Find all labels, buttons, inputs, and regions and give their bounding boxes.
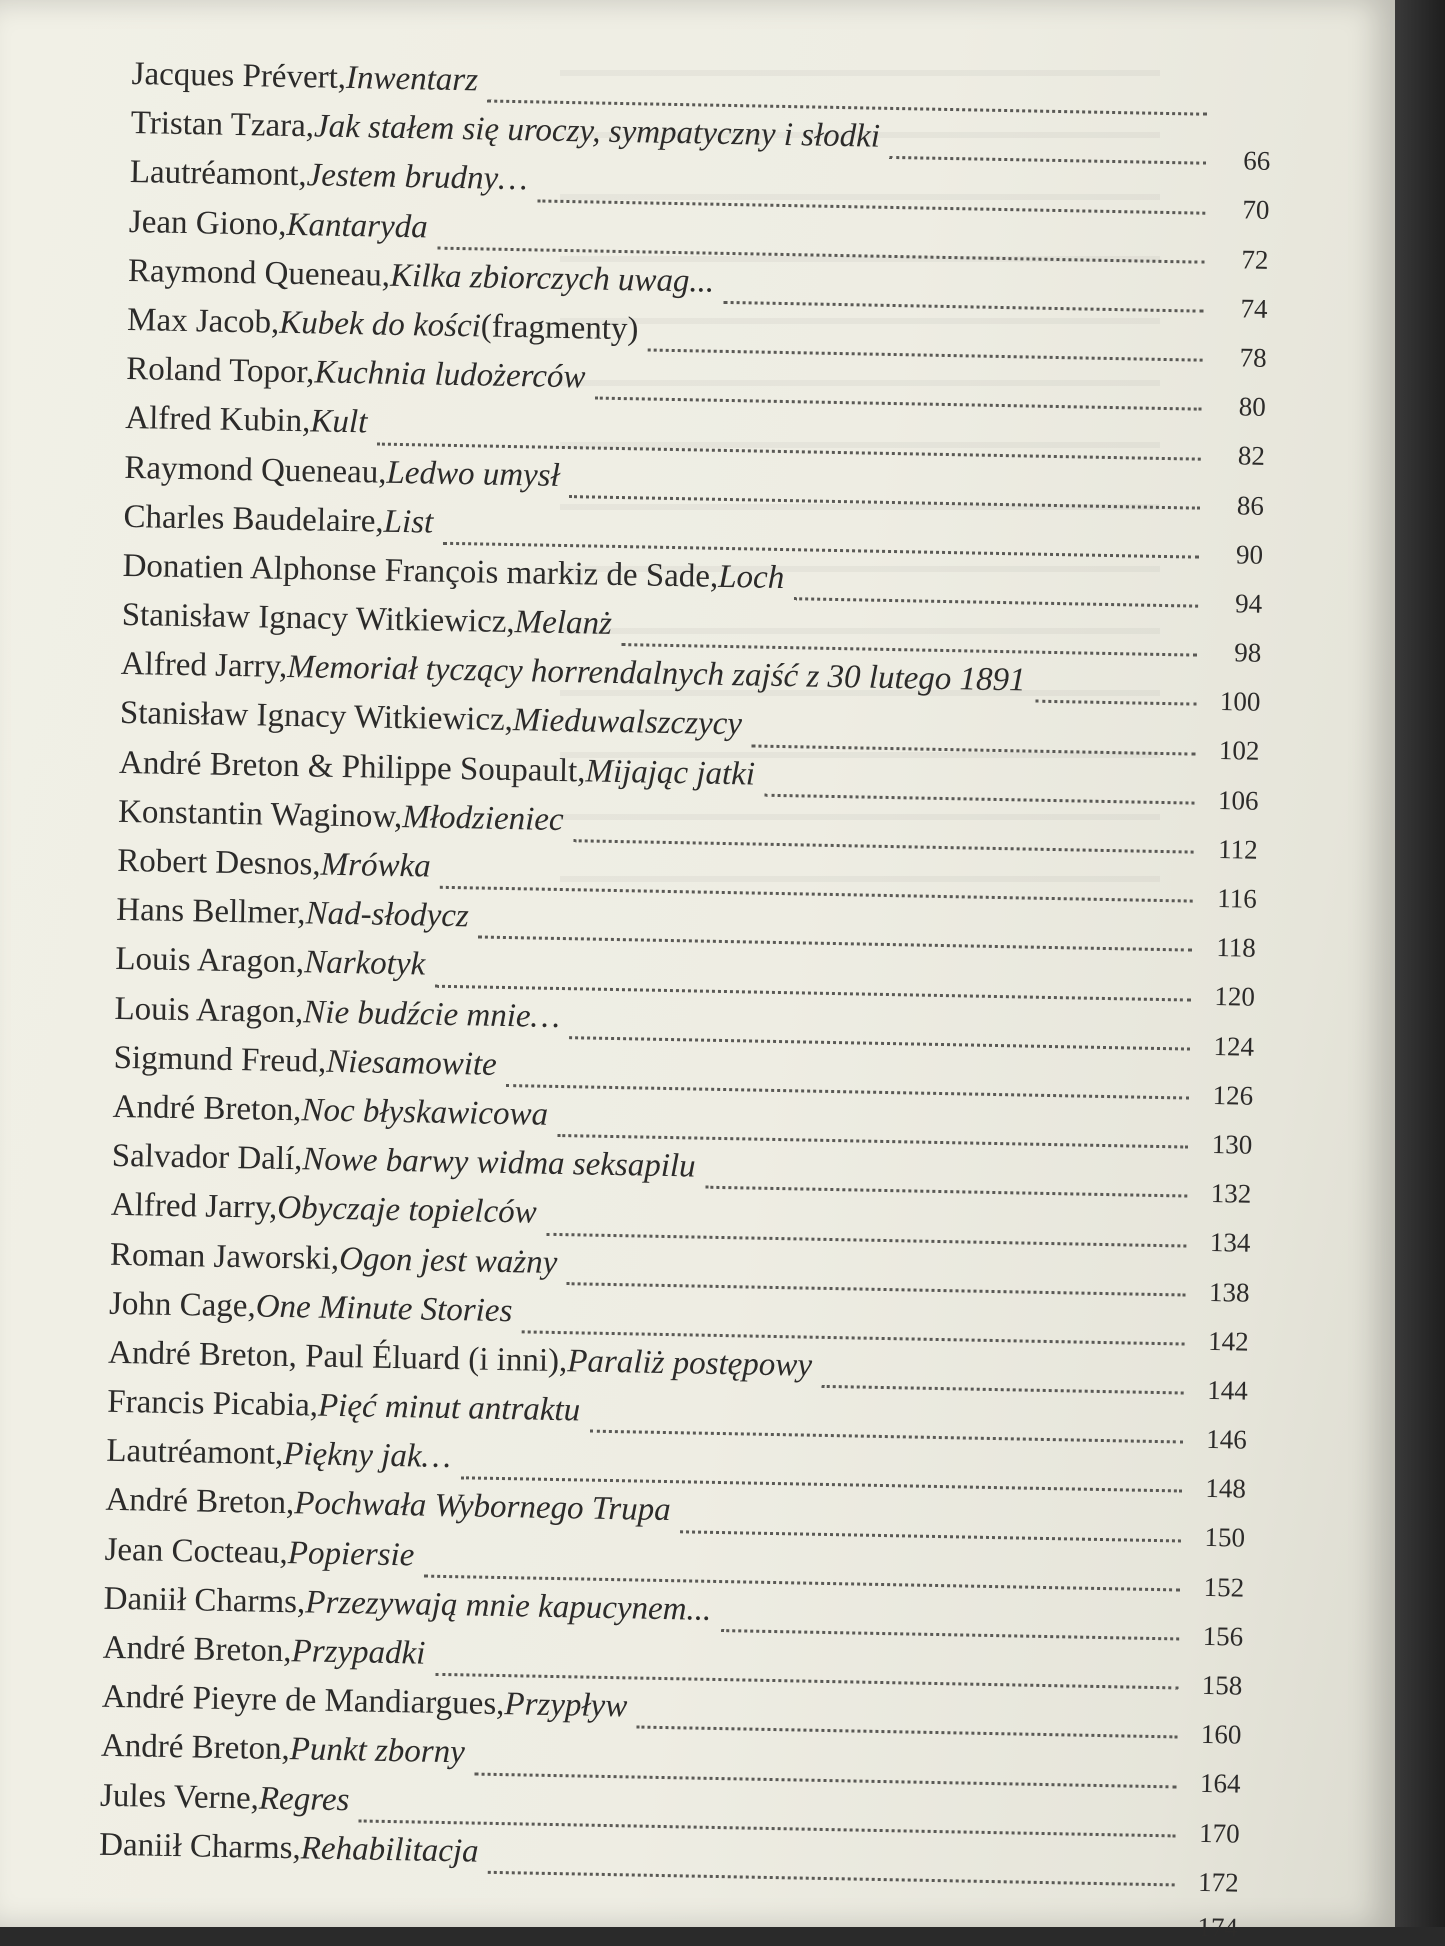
entry-author: Max Jacob, xyxy=(126,301,280,341)
entry-title: Kuchnia ludożerców xyxy=(314,354,586,396)
entry-page-number: 82 xyxy=(1237,440,1266,472)
entry-author: Jules Verne, xyxy=(99,1777,260,1817)
entry-title: Przezywają mnie kapucynem... xyxy=(305,1584,712,1628)
entry-author: John Cage, xyxy=(108,1285,257,1325)
entry-author: Robert Desnos, xyxy=(116,842,322,883)
dot-leader xyxy=(590,1428,1183,1444)
entry-title: Nie budźcie mnie… xyxy=(303,993,561,1035)
entry-title: Przypadki xyxy=(291,1633,426,1672)
entry-title: Mrówka xyxy=(320,846,432,885)
dot-leader xyxy=(637,1724,1178,1739)
dot-leader xyxy=(794,595,1198,607)
entry-page-number: 94 xyxy=(1234,588,1263,619)
entry-page-number: 142 xyxy=(1207,1325,1249,1357)
entry-page-number: 74 xyxy=(1240,293,1268,324)
entry-page-number: 156 xyxy=(1202,1620,1244,1652)
entry-title: Regres xyxy=(258,1780,350,1818)
entry-author: André Breton, xyxy=(102,1629,292,1670)
entry-author: André Breton, xyxy=(112,1088,302,1129)
entry-author: Stanisław Ignacy Witkiewicz, xyxy=(119,695,514,739)
entry-author: Francis Picabia, xyxy=(107,1383,319,1424)
entry-title: Mijając jatki xyxy=(585,753,756,793)
entry-page-number: 124 xyxy=(1213,1030,1255,1062)
entry-author: André Breton & Philippe Soupault, xyxy=(118,744,586,790)
dot-leader xyxy=(558,1132,1189,1149)
entry-author: André Breton, xyxy=(105,1482,295,1522)
entry-title-suffix: (fragmenty) xyxy=(480,308,639,348)
entry-author: Alfred Jarry, xyxy=(120,646,288,686)
entry-author: Hans Bellmer, xyxy=(116,892,306,932)
entry-title: Melanż xyxy=(514,604,613,642)
entry-author: Konstantin Waginow, xyxy=(117,793,403,835)
entry-page-number: 158 xyxy=(1201,1669,1243,1701)
entry-author: Roman Jaworski, xyxy=(109,1236,340,1277)
entry-page-number: 138 xyxy=(1208,1276,1250,1308)
entry-title: Mieduwalszczycy xyxy=(512,702,743,743)
entry-page-number: 86 xyxy=(1236,489,1265,521)
entry-page-number: 132 xyxy=(1210,1178,1252,1209)
entry-page-number: 150 xyxy=(1204,1522,1246,1554)
entry-page-number: 126 xyxy=(1212,1079,1254,1111)
entry-author: André Breton, xyxy=(100,1728,291,1768)
entry-title: Narkotyk xyxy=(303,944,426,983)
entry-title: One Minute Stories xyxy=(255,1288,513,1329)
entry-author: Alfred Kubin, xyxy=(125,400,311,440)
entry-title: Ledwo umysł xyxy=(386,454,561,494)
entry-page-number: 160 xyxy=(1200,1719,1242,1750)
entry-author: Raymond Queneau, xyxy=(127,252,391,294)
entry-title: Nad-słodycz xyxy=(305,895,470,935)
entry-author: Raymond Queneau, xyxy=(124,449,387,491)
entry-page-number: 118 xyxy=(1216,932,1257,963)
dot-leader xyxy=(621,641,1197,657)
entry-title: Memoriał tyczący horrendalnych zajść z 30 lutego 1891 xyxy=(286,649,1026,699)
entry-title: Piękny jak… xyxy=(282,1436,452,1476)
dot-leader xyxy=(721,1627,1179,1640)
entry-page-number: 144 xyxy=(1206,1374,1249,1406)
entry-author: Lautréamont, xyxy=(129,154,308,194)
entry-title: Pochwała Wybornego Trupa xyxy=(293,1485,672,1529)
entry-author: André Breton, Paul Éluard (i inni), xyxy=(107,1334,568,1380)
entry-author: Louis Aragon, xyxy=(115,941,305,981)
entry-page-number: 66 xyxy=(1242,145,1271,177)
dot-leader xyxy=(765,792,1195,805)
entry-title: Punkt zborny xyxy=(289,1731,466,1771)
entry-title: Przypływ xyxy=(504,1686,628,1725)
entry-author: Lautréamont, xyxy=(106,1433,284,1473)
dot-leader xyxy=(567,1280,1186,1296)
entry-page-number: 146 xyxy=(1206,1423,1248,1455)
dot-leader xyxy=(1035,698,1196,706)
entry-title: Popiersie xyxy=(287,1534,415,1574)
entry-page-number: 100 xyxy=(1219,686,1261,718)
dot-leader xyxy=(648,347,1203,362)
entry-title: Paraliż postępowy xyxy=(566,1343,813,1384)
entry-title: Niesamowite xyxy=(325,1043,498,1083)
entry-page-number: 106 xyxy=(1217,784,1259,816)
entry-author: Jean Cocteau, xyxy=(104,1531,289,1571)
entry-title: Młodzieniec xyxy=(402,798,564,838)
entry-author: Jacques Prévert, xyxy=(131,56,347,96)
dot-leader xyxy=(705,1184,1187,1198)
dot-leader xyxy=(595,395,1202,411)
dot-leader xyxy=(522,1328,1185,1345)
dot-leader xyxy=(573,837,1193,853)
entry-page-number: 98 xyxy=(1233,637,1262,668)
entry-title: Kantaryda xyxy=(286,206,429,246)
entry-title: Loch xyxy=(717,558,785,596)
dot-leader xyxy=(570,1034,1191,1050)
dot-leader xyxy=(569,493,1200,510)
entry-author: Sigmund Freud, xyxy=(113,1039,327,1080)
entry-title: Noc błyskawicowa xyxy=(301,1092,549,1133)
entry-author: Stanisław Ignacy Witkiewicz, xyxy=(121,596,516,641)
dot-leader xyxy=(680,1528,1181,1542)
entry-author: Louis Aragon, xyxy=(114,990,304,1030)
dot-leader xyxy=(890,154,1207,165)
dot-leader xyxy=(822,1383,1184,1395)
entry-author: André Pieyre de Mandiargues, xyxy=(101,1678,505,1723)
entry-author: Roland Topor, xyxy=(125,351,315,391)
dot-leader xyxy=(537,197,1205,214)
entry-title: Rehabilitacja xyxy=(300,1830,479,1870)
entry-title: Obyczaje topielców xyxy=(277,1190,537,1231)
entry-author: Alfred Jarry, xyxy=(110,1187,278,1227)
entry-page-number: 112 xyxy=(1217,833,1258,865)
entry-page-number: 152 xyxy=(1203,1571,1245,1603)
entry-page-number xyxy=(1215,120,1271,121)
entry-page-number: 116 xyxy=(1216,883,1258,914)
entry-author: Daniił Charms, xyxy=(98,1826,302,1867)
entry-page-number: 170 xyxy=(1198,1817,1240,1849)
entry-page-number: 102 xyxy=(1218,735,1260,767)
entry-title: Pięć minut antraktu xyxy=(317,1387,581,1429)
entry-page-number: 72 xyxy=(1241,243,1269,275)
book-edge xyxy=(1395,0,1445,1927)
entry-page-number: 70 xyxy=(1242,194,1270,226)
entry-title: Kubek do kości xyxy=(278,304,482,345)
entry-title: Inwentarz xyxy=(345,59,479,99)
entry-title: Nowe barwy widma seksapilu xyxy=(302,1141,696,1185)
entry-title: Kult xyxy=(310,403,368,441)
entry-page-number: 148 xyxy=(1205,1473,1247,1504)
entry-page-number: 78 xyxy=(1239,342,1267,373)
entry-page-number: 120 xyxy=(1214,981,1256,1013)
entry-page-number: 164 xyxy=(1199,1768,1241,1799)
entry-page-number: 174 xyxy=(1197,1911,1239,1943)
entry-page-number: 130 xyxy=(1211,1128,1253,1160)
entry-title: List xyxy=(383,503,434,541)
entry-title: Ogon jest ważny xyxy=(338,1240,558,1281)
entry-title: Kilka zbiorczych uwag... xyxy=(389,257,715,300)
entry-author: Salvador Dalí, xyxy=(111,1137,303,1178)
entry-author: Donatien Alphonse François markiz de Sade, xyxy=(122,547,719,595)
entry-page-number: 134 xyxy=(1209,1227,1251,1259)
dot-leader xyxy=(752,742,1196,755)
entry-page-number: 80 xyxy=(1238,391,1267,422)
entry-author: Daniił Charms, xyxy=(103,1580,306,1621)
entry-title: Jak stałem się uroczy, sympatyczny i słodki xyxy=(313,108,881,155)
entry-page-number: 90 xyxy=(1235,539,1264,570)
dot-leader xyxy=(724,299,1204,313)
entry-author: Charles Baudelaire, xyxy=(123,498,385,540)
entry-author: Jean Giono, xyxy=(128,203,287,243)
entry-title: Jestem brudny… xyxy=(306,157,528,198)
entry-page-number: 172 xyxy=(1197,1866,1239,1898)
dot-leader xyxy=(506,1082,1189,1100)
entry-author: Tristan Tzara, xyxy=(130,105,315,145)
table-of-contents xyxy=(98,56,1272,1946)
dot-leader xyxy=(546,1230,1186,1247)
